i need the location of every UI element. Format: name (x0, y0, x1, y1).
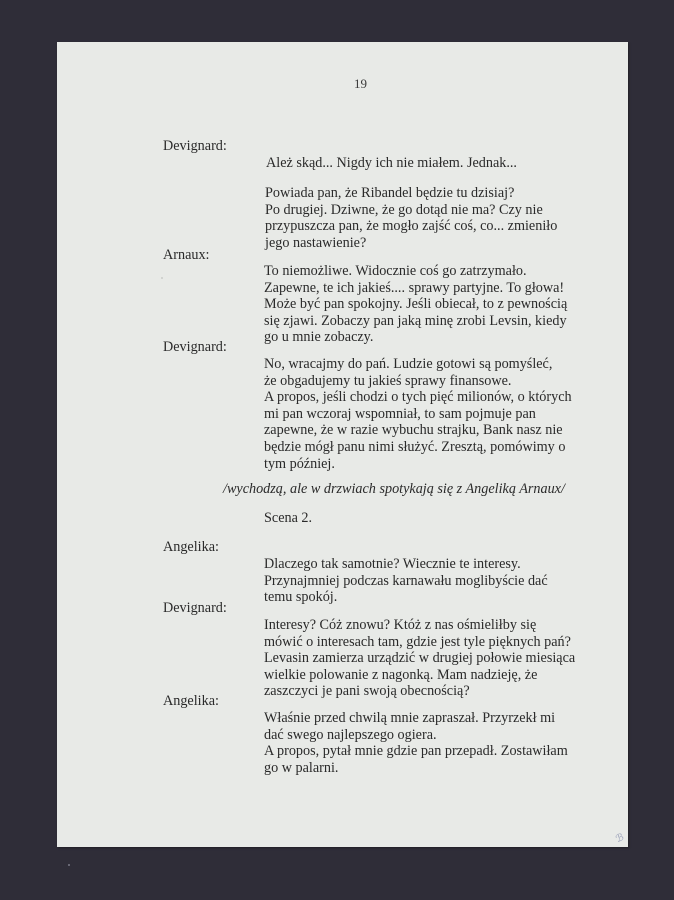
dialogue-line: że obgadujemy tu jakieś sprawy finansowe. (264, 372, 512, 389)
dialogue-block (265, 185, 557, 251)
dialogue-line: przypuszcza pan, że mogło zajść coś, co... zmieniło (265, 218, 558, 235)
speaker-label: Angelika: (163, 693, 219, 709)
corner-stamp-icon: ℬ (614, 831, 626, 846)
dialogue-line: go w palarni. (264, 759, 339, 776)
dialogue-line: Interesy? Cóż znowu? Któż z nas ośmieliłby się (264, 617, 537, 633)
dialogue-line: będzie mógł panu nimi służyć. Zresztą, pomówimy o (264, 438, 566, 455)
dialogue-line: zaszczyci je pani swoją obecnością? (264, 683, 470, 700)
dialogue-line: Może być pan spokojny. Jeśli obiecał, to z pewnością (264, 296, 568, 313)
dialogue-block (264, 556, 548, 606)
dialogue-line: tym później. (264, 455, 335, 472)
dialogue-line: dać swego najlepszego ogiera. (264, 726, 437, 743)
dialogue-line: mi pan wczoraj wspomniał, to sam pojmuje pan (264, 405, 536, 422)
dialogue-line: Levasin zamierza urządzić w drugiej połowie miesiąca (264, 650, 576, 667)
dialogue-line: A propos, pytał mnie gdzie pan przepadł. Zostawiłam (264, 743, 568, 760)
dialogue-line: Przynajmniej podczas karnawału moglibyście dać (264, 572, 548, 589)
page-number: 19 (354, 76, 367, 91)
dialogue-line: To niemożliwe. Widocznie coś go zatrzymało. (264, 263, 527, 279)
dialogue-line: wielkie polowanie z nagonką. Mam nadzieję, że (264, 666, 538, 683)
stage-direction: /wychodzą, ale w drzwiach spotykają się z Angeliką Arnaux/ (223, 481, 565, 497)
speaker-label: Devignard: (163, 600, 227, 616)
dialogue-line: Dlaczego tak samotnie? Wiecznie te interesy. (264, 556, 521, 572)
dialogue-line: Ależ skąd... Nigdy ich nie miałem. Jednak... (266, 155, 517, 171)
dialogue-line: mówić o interesach tam, gdzie jest tyle pięknych pań? (264, 633, 571, 650)
dialogue-block (266, 155, 517, 172)
dialogue-block (264, 617, 575, 700)
dialogue-line: się zjawi. Zobaczy pan jaką minę zrobi Levsin, kiedy (264, 312, 567, 329)
speaker-label: Arnaux: (163, 247, 210, 263)
document-page (57, 42, 628, 847)
dialogue-line: A propos, jeśli chodzi o tych pięć milionów, o których (264, 389, 572, 406)
dialogue-line: Zapewne, te ich jakieś.... sprawy partyjne. To głowa! (264, 279, 565, 296)
dialogue-line: jego nastawienie? (265, 234, 367, 251)
dialogue-line: temu spokój. (264, 589, 338, 606)
dialogue-block (264, 356, 572, 472)
dialogue-line: No, wracajmy do pań. Ludzie gotowi są pomyśleć, (264, 356, 553, 372)
dialogue-line: Właśnie przed chwilą mnie zapraszał. Przyrzekł mi (264, 710, 556, 726)
dialogue-line: Po drugiej. Dziwne, że go dotąd nie ma? Czy nie (265, 201, 543, 218)
scan-speck (68, 864, 70, 866)
dialogue-block (264, 710, 568, 776)
speaker-label: Devignard: (163, 138, 227, 154)
dialogue-line: zapewne, że w razie wybuchu strajku, Bank nasz nie (264, 422, 563, 439)
dialogue-line: go u mnie zobaczy. (264, 329, 374, 346)
scene-title: Scena 2. (264, 510, 313, 526)
speaker-label: Angelika: (163, 539, 219, 555)
scan-speck (161, 277, 163, 279)
dialogue-block (264, 263, 567, 346)
dialogue-line: Powiada pan, że Ribandel będzie tu dzisiaj? (265, 185, 515, 201)
speaker-label: Devignard: (163, 339, 227, 355)
